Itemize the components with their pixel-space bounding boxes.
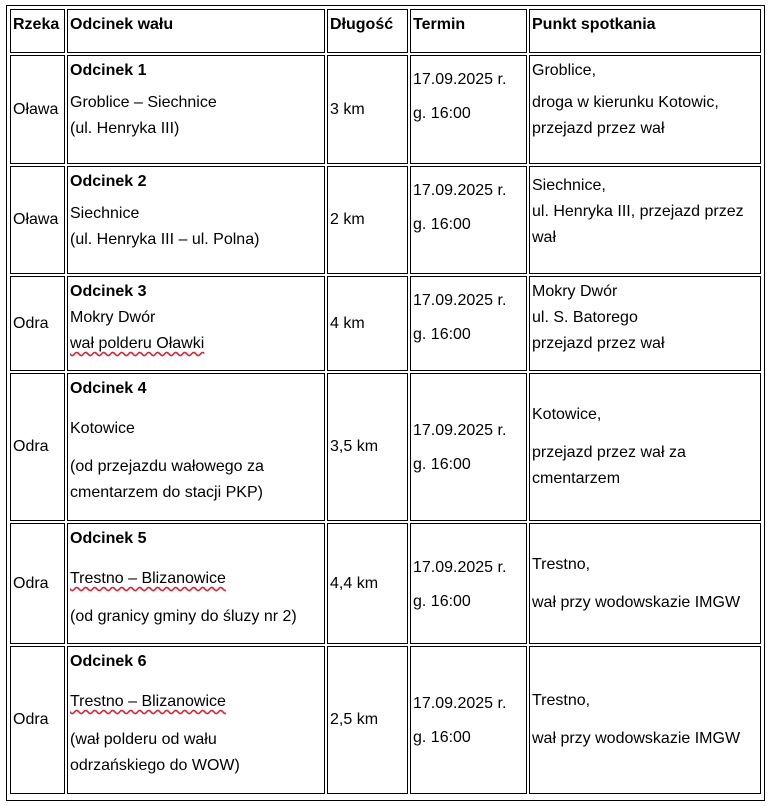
- section-line: [70, 689, 322, 715]
- meeting-line: wał przy wodowskazie IMGW: [532, 593, 741, 611]
- date-value: 17.09.2025 r.: [413, 695, 507, 712]
- date-value: 17.09.2025 r.: [413, 422, 507, 439]
- time-value: g. 16:00: [413, 105, 471, 122]
- date-value: 17.09.2025 r.: [413, 292, 507, 309]
- meeting-cell: [529, 523, 761, 644]
- length-cell: 2 km: [327, 166, 408, 274]
- date-cell: [410, 373, 527, 521]
- meeting-line: cmentarzem: [532, 470, 621, 487]
- river-cell: Oława: [10, 55, 65, 164]
- meeting-line: ul. S. Batorego: [532, 309, 638, 326]
- section-cell: [67, 166, 325, 274]
- section-cell: [67, 373, 325, 521]
- meeting-cell: [529, 373, 761, 521]
- meeting-cell: [529, 166, 761, 274]
- date-cell: [410, 646, 527, 794]
- table-row: [10, 55, 761, 164]
- meeting-line: Kotowice,: [532, 406, 602, 423]
- meeting-line: przejazd przez wał: [532, 335, 665, 352]
- meeting-line: Trestno,: [532, 555, 591, 573]
- meeting-cell: [529, 55, 761, 164]
- section-title: Odcinek 6: [70, 653, 147, 670]
- date-value: 17.09.2025 r.: [413, 558, 507, 576]
- section-line: Groblice – Siechnice: [70, 94, 217, 111]
- section-cell: [67, 55, 325, 164]
- table-row: [10, 166, 761, 274]
- length-cell: 4,4 km: [327, 523, 408, 644]
- date-cell: [410, 523, 527, 644]
- header-row: [10, 9, 761, 53]
- time-value: g. 16:00: [413, 592, 471, 610]
- table-row: [10, 276, 761, 371]
- section-title: Odcinek 3: [70, 283, 147, 300]
- section-line: (od przejazdu wałowego za: [70, 458, 264, 475]
- section-line: odrzańskiego do WOW): [70, 757, 240, 774]
- date-cell: [410, 276, 527, 371]
- meeting-line: przejazd przez wał: [532, 120, 665, 137]
- time-value: g. 16:00: [413, 729, 471, 746]
- section-line: Mokry Dwór: [70, 309, 156, 326]
- meeting-line: Mokry Dwór: [532, 283, 618, 300]
- time-value: g. 16:00: [413, 216, 471, 233]
- section-line-text: wał polderu Oławki: [70, 335, 205, 352]
- meeting-cell: [529, 646, 761, 794]
- river-cell: Odra: [10, 523, 65, 644]
- meeting-line: przejazd przez wał za: [532, 444, 686, 461]
- section-line: cmentarzem do stacji PKP): [70, 484, 263, 501]
- section-cell: [67, 523, 325, 644]
- date-value: 17.09.2025 r.: [413, 71, 507, 88]
- time-value: g. 16:00: [413, 326, 471, 343]
- length-cell: 2,5 km: [327, 646, 408, 794]
- meeting-line: Groblice,: [532, 62, 597, 79]
- date-cell: [410, 55, 527, 164]
- length-cell: 4 km: [327, 276, 408, 371]
- section-line-text: Trestno – Blizanowice: [70, 570, 226, 587]
- river-cell: Odra: [10, 646, 65, 794]
- header-section: Odcinek wału: [67, 9, 325, 53]
- section-line: [70, 331, 322, 357]
- meeting-line: Siechnice,: [532, 177, 606, 194]
- header-date: Termin: [410, 9, 527, 53]
- length-cell: 3 km: [327, 55, 408, 164]
- meeting-line: Trestno,: [532, 692, 591, 709]
- section-line: [70, 566, 322, 592]
- section-title: Odcinek 4: [70, 380, 147, 397]
- section-line: (ul. Henryka III): [70, 120, 180, 137]
- section-line: (wał polderu od wału: [70, 731, 217, 748]
- river-cell: Odra: [10, 373, 65, 521]
- section-cell: [67, 276, 325, 371]
- header-length: Długość: [327, 9, 408, 53]
- time-value: g. 16:00: [413, 456, 471, 473]
- section-cell: [67, 646, 325, 794]
- section-line: (od granicy gminy do śluzy nr 2): [70, 608, 297, 625]
- table-row: [10, 373, 761, 521]
- section-line-text: Trestno – Blizanowice: [70, 693, 226, 710]
- meeting-line: ul. Henryka III, przejazd przez: [532, 203, 744, 220]
- header-river: Rzeka: [10, 9, 65, 53]
- header-meeting-point: Punkt spotkania: [529, 9, 761, 53]
- meeting-line: wał przy wodowskazie IMGW: [532, 730, 741, 747]
- meeting-line: wał: [532, 229, 557, 246]
- meeting-line: droga w kierunku Kotowic,: [532, 94, 719, 111]
- date-cell: [410, 166, 527, 274]
- section-line: (ul. Henryka III – ul. Polna): [70, 231, 260, 248]
- river-cell: Oława: [10, 166, 65, 274]
- section-title: Odcinek 5: [70, 530, 147, 547]
- river-cell: Odra: [10, 276, 65, 371]
- schedule-table: [8, 7, 763, 796]
- section-title: Odcinek 2: [70, 173, 147, 190]
- section-line: Siechnice: [70, 205, 140, 222]
- schedule-table-frame: [6, 5, 765, 801]
- section-title: Odcinek 1: [70, 62, 147, 79]
- table-row: [10, 646, 761, 794]
- table-row: [10, 523, 761, 644]
- length-cell: 3,5 km: [327, 373, 408, 521]
- section-line: Kotowice: [70, 420, 135, 437]
- meeting-cell: [529, 276, 761, 371]
- date-value: 17.09.2025 r.: [413, 182, 507, 199]
